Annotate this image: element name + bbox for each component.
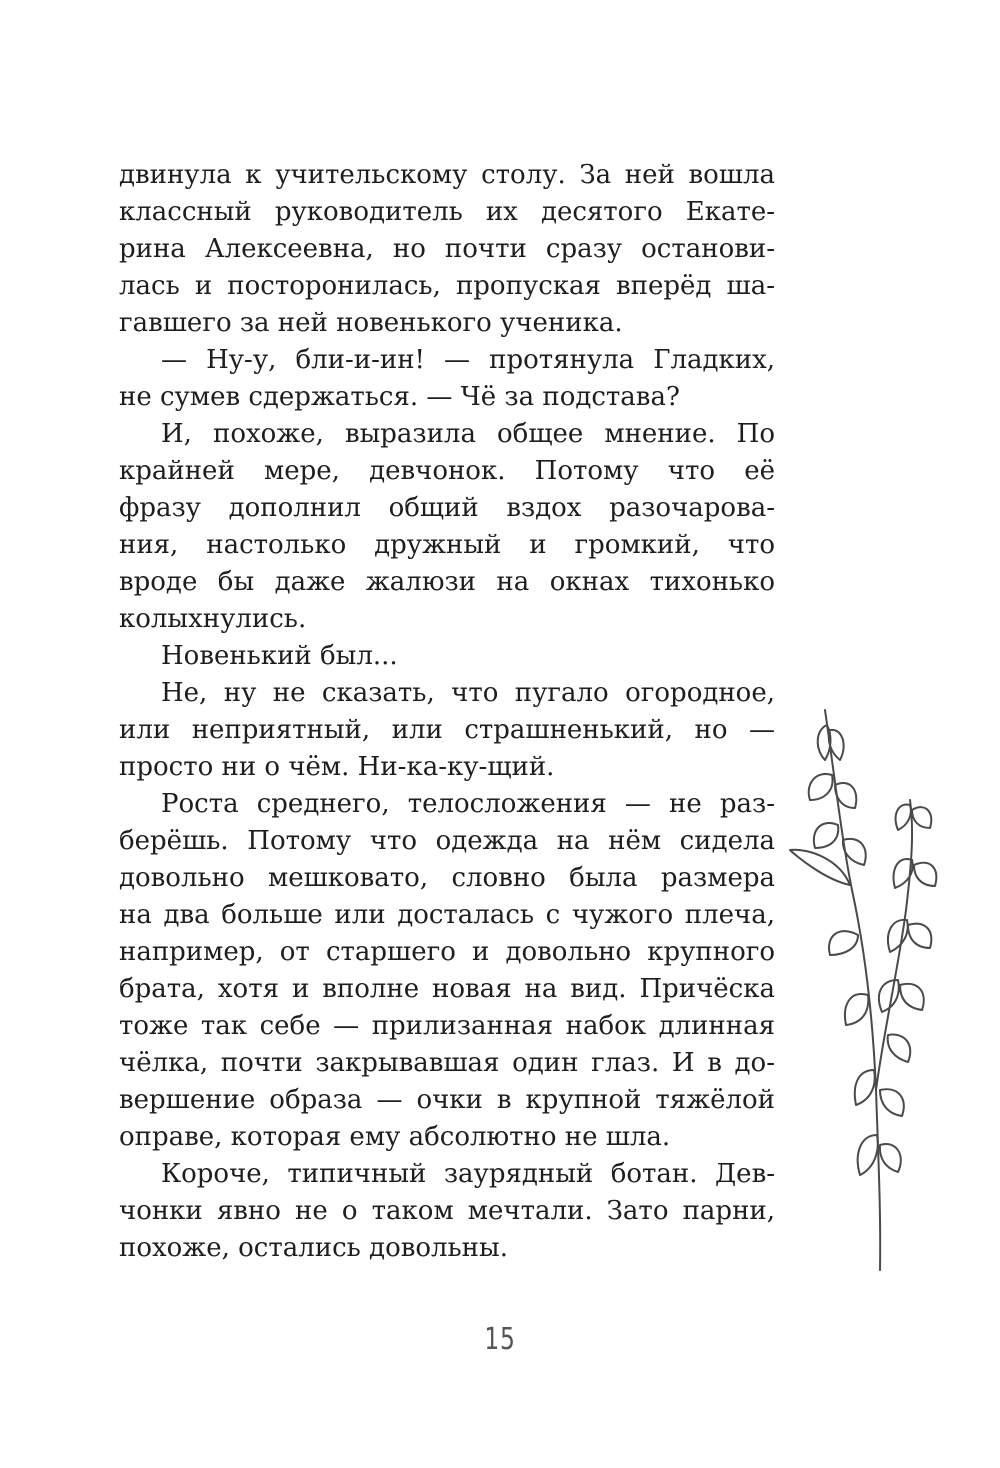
text-line: на два больше или досталась с чужого плеча,: [119, 900, 775, 930]
text-line: или неприятный, или страшненький, но —: [119, 715, 775, 745]
text-line: рина Алексеевна, но почти сразу останови-: [119, 234, 775, 264]
text-line: тоже так себе — прилизанная набок длинная: [119, 1011, 775, 1041]
text-line: — Ну-у, бли-и-ин! — протянула Гладких,: [161, 345, 775, 375]
text-line: Не, ну не сказать, что пугало огородное,: [161, 678, 775, 708]
text-line: вроде бы даже жалюзи на окнах тихонько: [119, 567, 775, 597]
text-line: Новенький был...: [161, 641, 398, 671]
body-text: [119, 157, 775, 1267]
text-line: двинула к учительскому столу. За ней вошла: [119, 160, 775, 190]
text-line: чонки явно не о таком мечтали. Зато парни,: [119, 1196, 775, 1226]
text-line: гавшего за ней новенького ученика.: [119, 308, 623, 338]
text-line: фразу дополнил общий вздох разочарова-: [119, 493, 775, 523]
text-line: довольно мешковато, словно была размера: [119, 863, 775, 893]
text-line: чёлка, почти закрывавшая один глаз. И в до-: [119, 1048, 775, 1078]
text-line: ния, настолько дружный и громкий, что: [119, 530, 775, 560]
text-line: Роста среднего, телосложения — не раз-: [161, 789, 775, 819]
text-line: просто ни о чём. Ни-ка-ку-щий.: [119, 752, 555, 782]
text-line: брата, хотя и вполне новая на вид. Причёска: [119, 974, 775, 1004]
text-line: например, от старшего и довольно крупного: [119, 937, 775, 967]
text-line: классный руководитель их десятого Екате-: [119, 197, 775, 227]
text-line: оправе, которая ему абсолютно не шла.: [119, 1122, 671, 1152]
text-line: И, похоже, выразила общее мнение. По: [161, 419, 775, 449]
page-number: 15: [484, 1322, 516, 1357]
text-line: берёшь. Потому что одежда на нём сидела: [119, 826, 775, 856]
text-line: лась и посторонилась, пропуская вперёд ша-: [119, 271, 775, 301]
text-line: колыхнулись.: [119, 604, 307, 634]
text-line: Короче, типичный заурядный ботан. Дев-: [161, 1159, 775, 1189]
text-line: крайней мере, девчонок. Потому что её: [119, 456, 775, 486]
text-line: вершение образа — очки в крупной тяжёлой: [119, 1085, 775, 1115]
text-line: похоже, остались довольны.: [119, 1233, 508, 1263]
plant-sprig-icon: [780, 690, 980, 1280]
text-line: не сумев сдержаться. — Чё за подстава?: [119, 382, 680, 412]
